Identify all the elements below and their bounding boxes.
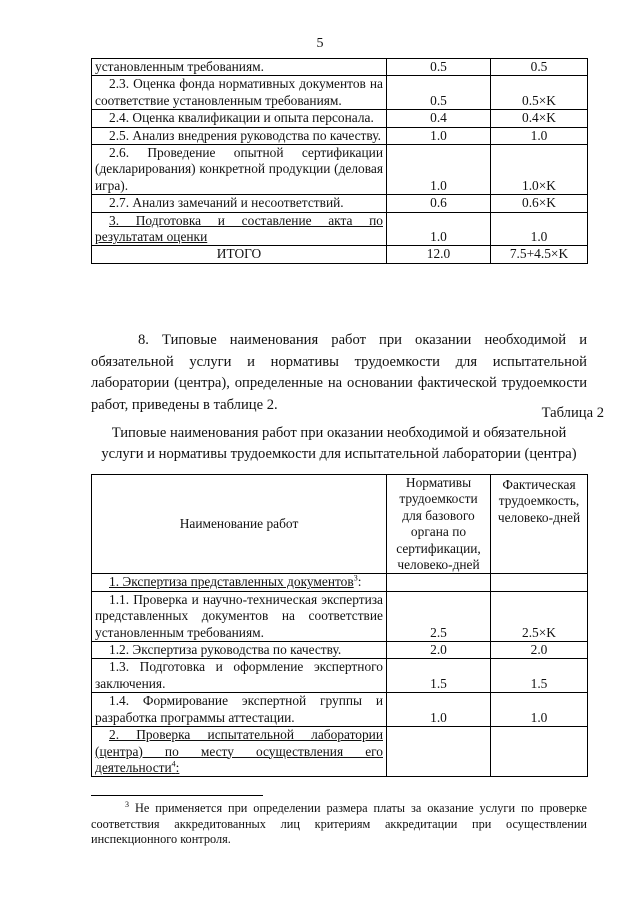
footnote-text: Не применяется при определении размера платы за оказание услуги по проверке соответствия аккредитованных лиц критериям аккредитации при осуществлении инспекционного контроля. (91, 801, 587, 847)
norm-value: 1.0 (387, 145, 491, 195)
table-row (92, 659, 588, 693)
fact-value: 2.5×K (491, 591, 588, 641)
footnote-separator (91, 795, 263, 796)
row-name: 2.3. Оценка фонда нормативных документов на соответствие установленным требованиям. (95, 76, 383, 108)
footnote-ref-3: 3 (353, 573, 358, 583)
norm-value: 0.4 (387, 110, 491, 127)
table-2-label: Таблица 2 (541, 405, 604, 421)
norm-value: 0.6 (387, 195, 491, 212)
row-name: 1.1. Проверка и научно-техническая экспертиза представленных документов на соответствие установленным требованиям. (95, 591, 383, 640)
table-row (92, 127, 588, 144)
row-name: 1.4. Формирование экспертной группы и разработка программы аттестации. (95, 693, 383, 725)
footnote-3 (91, 801, 587, 848)
table-row (92, 110, 588, 127)
page-number: 5 (316, 36, 324, 51)
norm-value: 1.0 (387, 212, 491, 246)
row-name: 2.4. Оценка квалификации и опыта персонала. (109, 110, 374, 126)
fact-value: 1.5 (491, 659, 588, 693)
norm-value: 1.5 (387, 659, 491, 693)
table-1-continuation (91, 58, 588, 264)
table-2-title: Типовые наименования работ при оказании необходимой и обязательной услуги и нормативы трудоемкости для испытательной лаборатории (центра) (101, 425, 577, 462)
norm-value: 1.0 (387, 693, 491, 727)
total-norm: 12.0 (387, 246, 491, 263)
fact-value: 1.0×K (491, 145, 588, 195)
table-total-row (92, 246, 588, 263)
table-section-row: 2. Проверка испытательной лаборатории (центра) по месту осуществления его деятельности$^4$: (92, 727, 588, 777)
footnote-ref-4: 4 (171, 759, 176, 769)
norm-value: 0.5 (387, 76, 491, 110)
table-row (92, 693, 588, 727)
table-row (92, 76, 588, 110)
table-2 (91, 474, 588, 777)
row-name: 2.7. Анализ замечаний и несоответствий. (109, 195, 344, 211)
norm-value: 0.5 (387, 59, 491, 76)
norm-value: 1.0 (387, 127, 491, 144)
row-name: 2.6. Проведение опытной сертификации (декларирования) конкретной продукции (деловая игра). (95, 145, 383, 193)
fact-value: 0.5 (491, 59, 588, 76)
total-fact: 7.5+4.5×K (491, 246, 588, 263)
table-row (92, 212, 588, 246)
fact-value: 1.0 (491, 693, 588, 727)
row-name: установленным требованиям. (95, 59, 264, 74)
paragraph-8: 8. Типовые наименования работ при оказании необходимой и обязательной услуги и нормативы трудоемкости для испытательной лаборатории (центра), определенные на основании фактической трудоемкости работ, приведены в таблице 2. (91, 332, 587, 413)
footnote-number: 3 (125, 799, 129, 809)
row-name: 2.5. Анализ внедрения руководства по качеству. (109, 127, 381, 143)
row-name: 1.2. Экспертиза руководства по качеству. (109, 642, 342, 658)
fact-value: 1.0 (491, 212, 588, 246)
section-1-title: 1. Экспертиза представленных документов (109, 574, 354, 590)
fact-value: 0.5×K (491, 76, 588, 110)
fact-value: 0.6×K (491, 195, 588, 212)
header-norm: Нормативы трудоемкости для базового органа по сертификации, человеко-дней (387, 475, 491, 574)
norm-value: 2.0 (387, 642, 491, 659)
row-name: 3. Подготовка и составление акта по результатам оценки (95, 212, 383, 245)
table-row (92, 591, 588, 641)
table-row (92, 642, 588, 659)
fact-value: 0.4×K (491, 110, 588, 127)
table-row (92, 59, 588, 76)
table-section-row: 1. Экспертиза представленных документов$^3$: (92, 574, 588, 591)
row-name: 1.3. Подготовка и оформление экспертного заключения. (95, 659, 383, 691)
table-row (92, 145, 588, 195)
fact-value: 2.0 (491, 642, 588, 659)
header-name: Наименование работ (92, 475, 387, 574)
table-header-row (92, 475, 588, 574)
norm-value: 2.5 (387, 591, 491, 641)
section-2-title: 2. Проверка испытательной лаборатории (центра) по месту осуществления его деятельности (95, 727, 383, 775)
header-fact: Фактическая трудоемкость, человеко-дней (491, 475, 588, 574)
total-label: ИТОГО (92, 246, 387, 263)
fact-value: 1.0 (491, 127, 588, 144)
table-row (92, 195, 588, 212)
